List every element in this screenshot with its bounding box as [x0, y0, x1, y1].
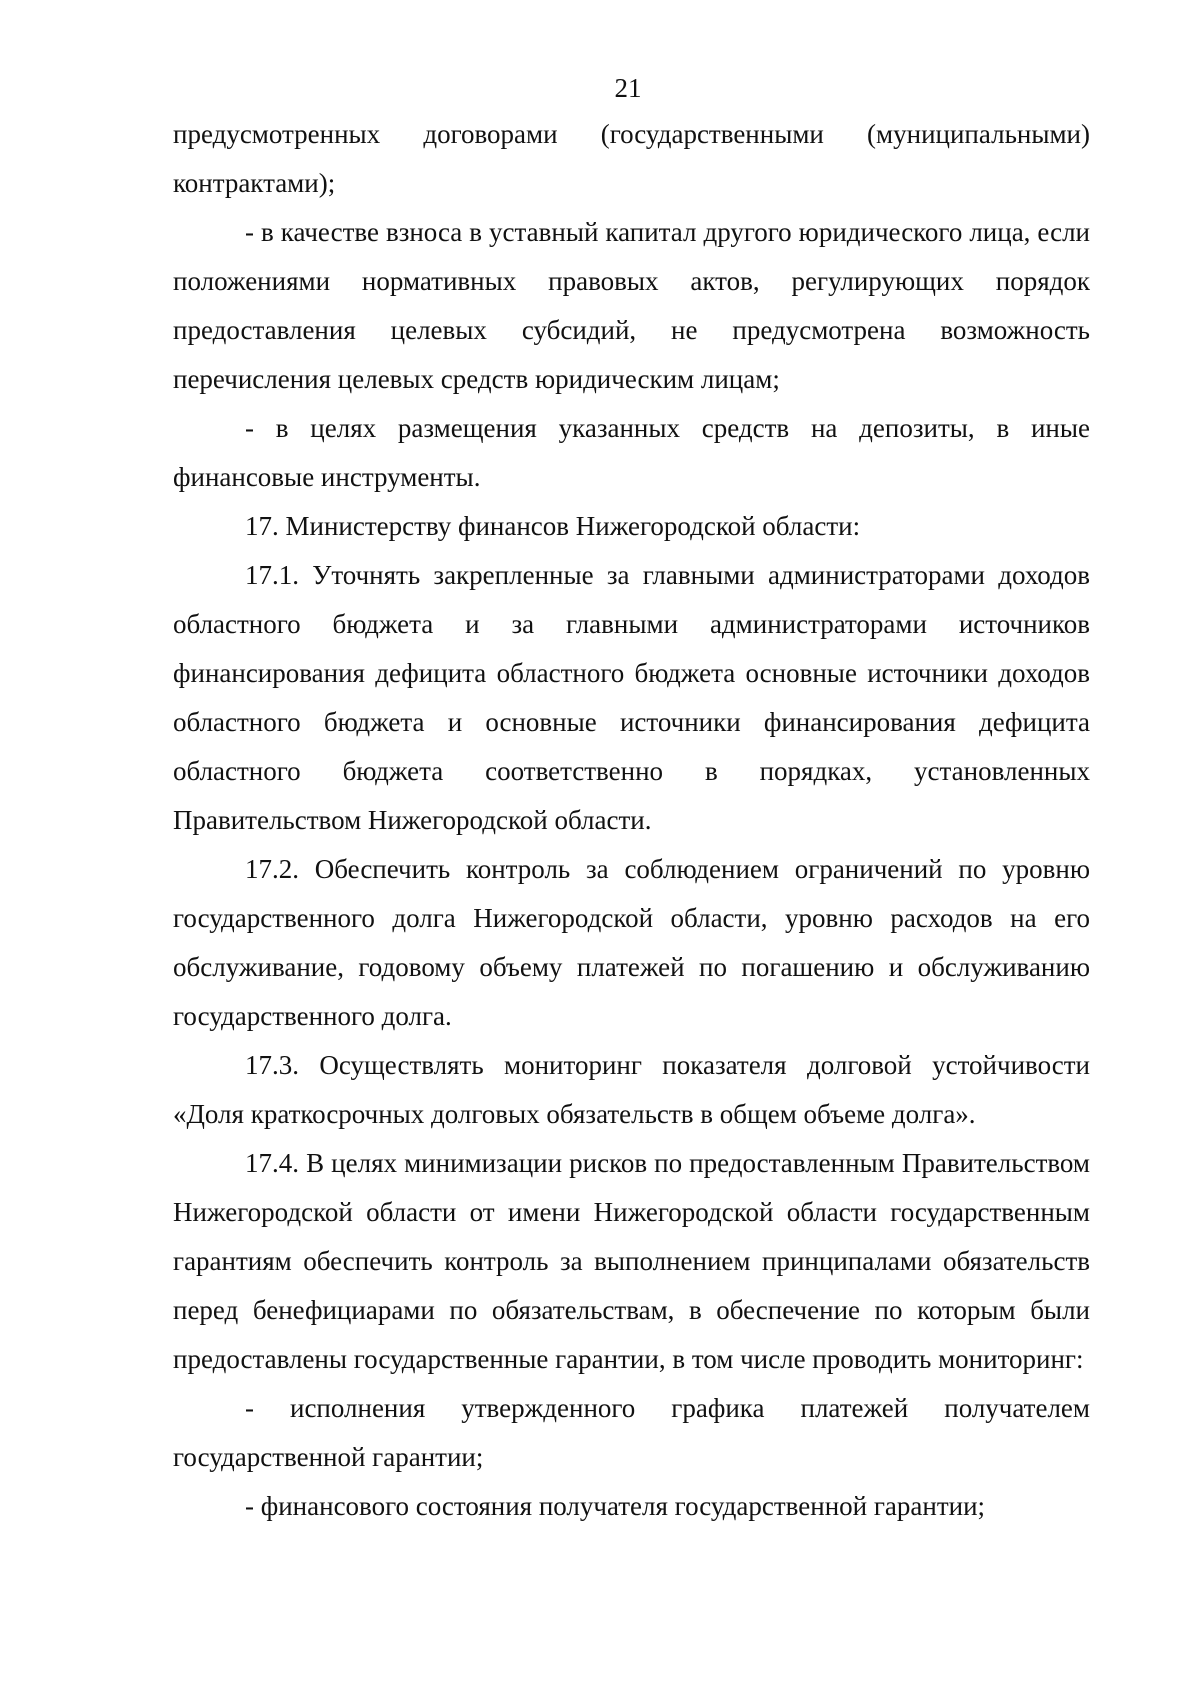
paragraph-financial-condition: - финансового состояния получателя государственной гарантии; — [245, 1491, 986, 1521]
paragraph-contracts-continuation: предусмотренных договорами (государственными (муниципальными) контрактами); — [173, 119, 1090, 198]
document-body — [173, 110, 1090, 1531]
paragraph-17-2: 17.2. Обеспечить контроль за соблюдением ограничений по уровню государственного долга Нижегородской области, уровню расходов на его обслуживание, годовому объему платежей по погашению и обслуживанию государственного долга. — [173, 854, 1090, 1031]
paragraph-17-heading: 17. Министерству финансов Нижегородской области: — [245, 511, 861, 541]
paragraph-payment-schedule: - исполнения утвержденного графика платежей получателем государственной гарантии; — [173, 1393, 1090, 1472]
paragraph-17-3: 17.3. Осуществлять мониторинг показателя долговой устойчивости «Доля краткосрочных долговых обязательств в общем объеме долга». — [173, 1050, 1090, 1129]
paragraph-17-4: 17.4. В целях минимизации рисков по предоставленным Правительством Нижегородской области от имени Нижегородской области государственным гарантиям обеспечить контроль за выполнением принципалами обязательств перед бенефициарами по обязательствам, в обеспечение по которым были предоставлены государственные гарантии, в том числе проводить мониторинг: — [173, 1148, 1090, 1374]
paragraph-17-1: 17.1. Уточнять закрепленные за главными администраторами доходов областного бюджета и за главными администраторами источников финансирования дефицита областного бюджета основные источники доходов областного бюджета и основные источники финансирования дефицита областного бюджета соответственно в порядках, установленных Правительством Нижегородской области. — [173, 560, 1090, 835]
page-number: 21 — [614, 73, 642, 103]
paragraph-charter-capital: - в качестве взноса в уставный капитал другого юридического лица, если положениями нормативных правовых актов, регулирующих порядок предоставления целевых субсидий, не предусмотрена возможность перечисления целевых средств юридическим лицам; — [173, 217, 1090, 394]
paragraph-deposits: - в целях размещения указанных средств на депозиты, в иные финансовые инструменты. — [173, 413, 1090, 492]
